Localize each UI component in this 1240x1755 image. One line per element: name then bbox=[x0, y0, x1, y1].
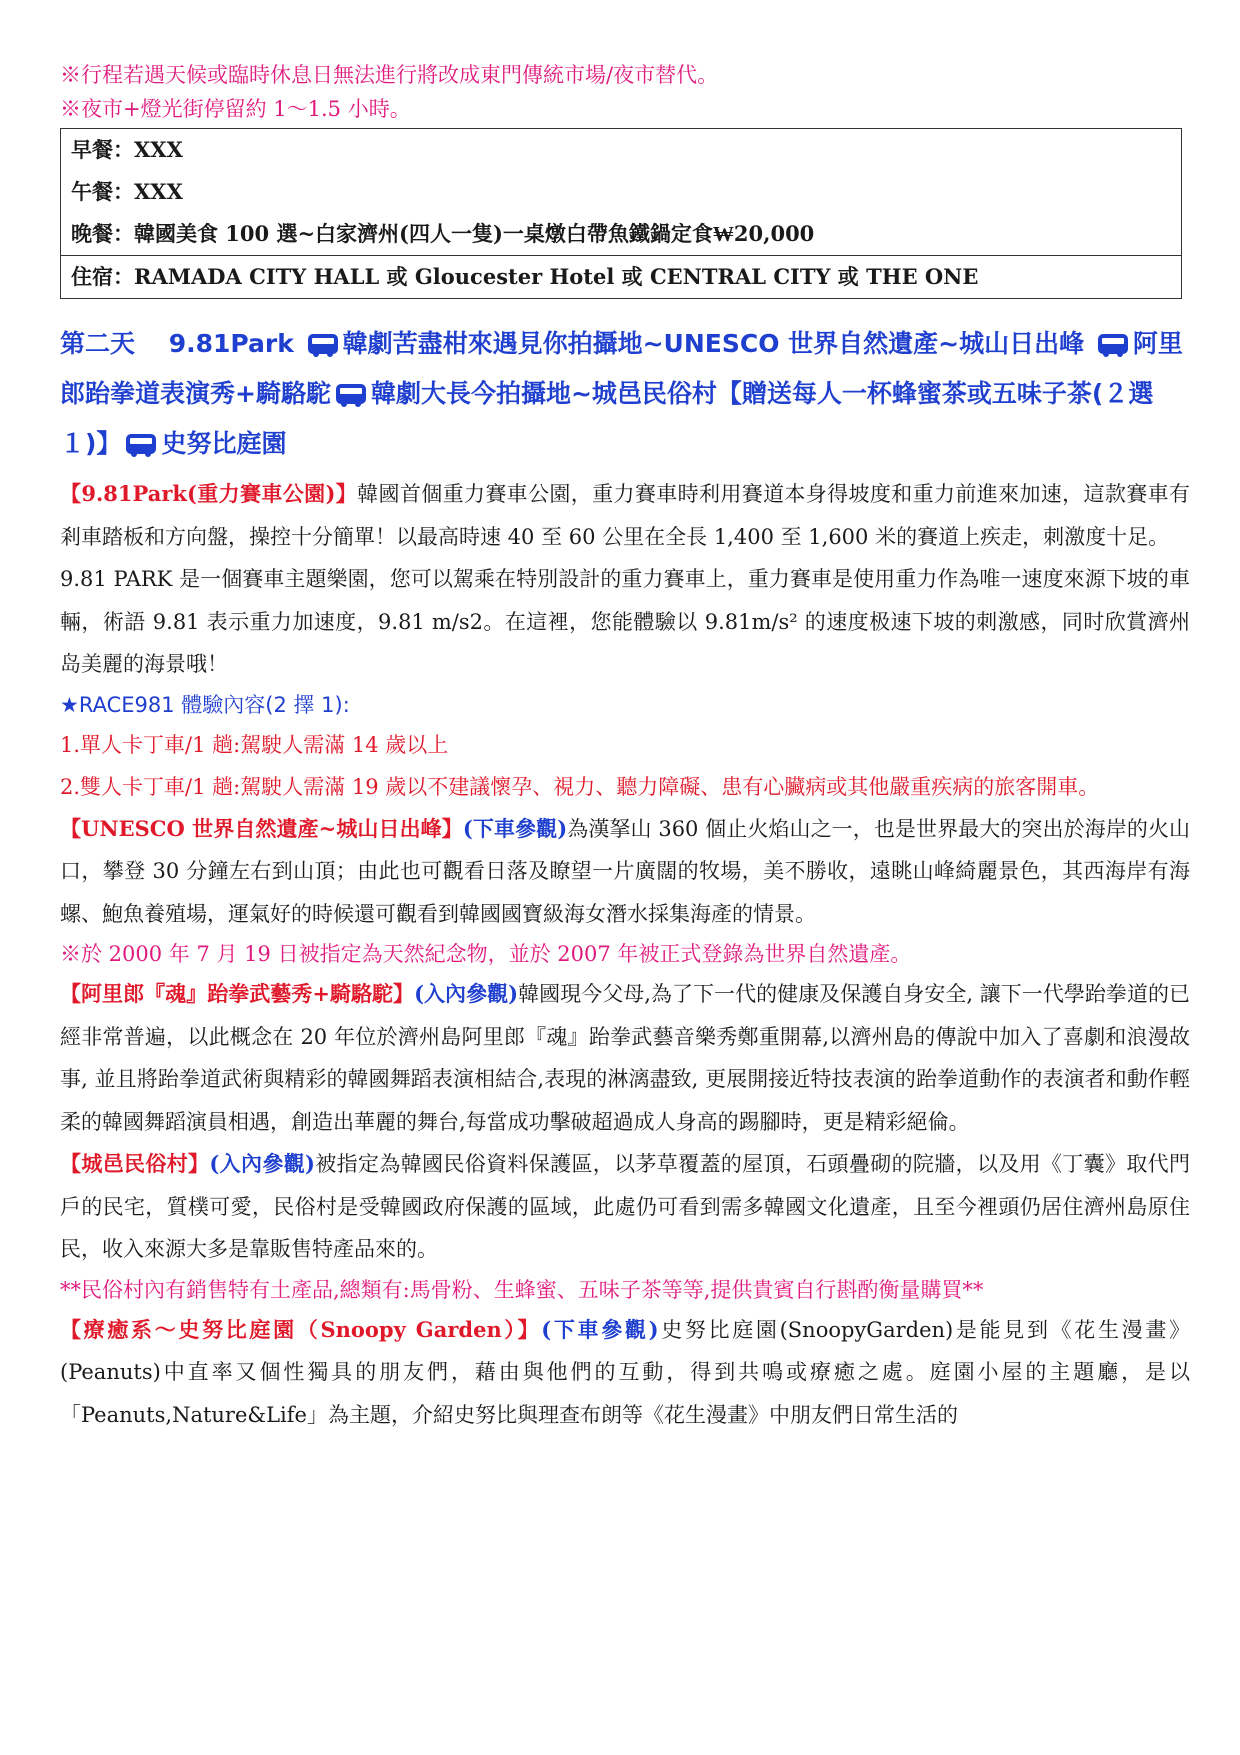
day2-seg2: 阿里郎跆拳道表演秀+騎駱駝 bbox=[60, 329, 1183, 408]
unesco-paragraph bbox=[60, 808, 1190, 936]
hotel-row: 住宿：RAMADA CITY HALL 或 Gloucester Hotel 或 CENTRAL CITY 或 THE ONE bbox=[61, 255, 1181, 298]
village-title: 【城邑民俗村】 bbox=[60, 1151, 210, 1176]
day2-seg3: 韓劇大長今拍攝地~城邑民俗村【贈送每人一杯蜂蜜茶或五味子茶(２選１)】 bbox=[60, 379, 1154, 458]
bus-icon bbox=[126, 434, 156, 454]
arirang-title: 【阿里郎『魂』跆拳武藝秀+騎駱駝】 bbox=[60, 981, 415, 1006]
village-paragraph bbox=[60, 1143, 1190, 1271]
day2-heading bbox=[60, 319, 1190, 469]
itinerary-page bbox=[60, 58, 1190, 1436]
park-paragraph bbox=[60, 473, 1190, 558]
weather-note: ※行程若遇天候或臨時休息日無法進行將改成東門傳統市場/夜市替代。 bbox=[60, 63, 719, 87]
race-item: 2.雙人卡丁車/1 趟:駕駛人需滿 19 歲以不建議懷孕、視力、聽力障礙、患有心臟病或其他嚴重疾病的旅客開車。 bbox=[60, 774, 1100, 799]
meals-table bbox=[60, 128, 1182, 299]
park-paragraph-2: 9.81 PARK 是一個賽車主題樂園，您可以駕乘在特別設計的重力賽車上，重力賽車是使用重力作為唯一速度來源下坡的車輛，術語 9.81 表示重力加速度，9.81 m/s2。在這裡，您能體驗以 9.81m/s² 的速度极速下坡的刺激感，同时欣賞濟州岛美麗的海景哦！ bbox=[60, 567, 1190, 676]
breakfast-row: 早餐：XXX bbox=[71, 137, 183, 162]
day2-seg4: 史努比庭園 bbox=[161, 429, 287, 458]
snoopy-tag: (下車參觀) bbox=[541, 1316, 659, 1342]
village-tag: (入內參觀) bbox=[209, 1151, 315, 1176]
bus-icon bbox=[1098, 334, 1128, 354]
arirang-tag: (入內參觀) bbox=[414, 981, 519, 1006]
dinner-row: 晚餐：韓國美食 100 選~白家濟州(四人一隻)一桌燉白帶魚鐵鍋定食₩20,000 bbox=[71, 221, 815, 246]
night-market-note: ※夜市+燈光街停留約 1～1.5 小時。 bbox=[60, 97, 411, 121]
race-title: ★RACE981 體驗內容(2 擇 1): bbox=[60, 692, 350, 717]
unesco-tag: (下車參觀) bbox=[462, 815, 568, 841]
day2-prefix: 第二天 9.81Park bbox=[60, 329, 294, 358]
arirang-text: 韓國現今父母,為了下一代的健康及保護自身安全, 讓下一代學跆拳道的已經非常普遍，以此概念在 20 年位於濟州島阿里郎『魂』跆拳武藝音樂秀鄭重開幕,以濟州島的傳說中加入了喜劇和浪漫故事, 並且將跆拳道武術與精彩的韓國舞蹈表演相結合,表現的淋漓盡致, 更展開接近特技表演的跆拳道動作的表演者和動作輕柔的韓國舞蹈演員相遇，創造出華麗的舞台,每當成功擊破超過成人身高的踢腳時，更是精彩絕倫。 bbox=[60, 982, 1190, 1134]
village-note: **民俗村內有銷售特有土產品,總類有:馬骨粉、生蜂蜜、五味子茶等等,提供貴賓自行斟酌衡量購買** bbox=[60, 1277, 984, 1302]
unesco-text: 為漢拏山 360 個止火焰山之一，也是世界最大的突出於海岸的火山口，攀登 30 分鐘左右到山頂；由此也可觀看日落及瞭望一片廣闊的牧場，美不勝收，遠眺山峰綺麗景色，其西海岸有海螺、鮑魚養殖場，運氣好的時候還可觀看到韓國國寶級海女潛水採集海產的情景。 bbox=[60, 816, 1191, 926]
lunch-row: 午餐：XXX bbox=[71, 179, 183, 204]
arirang-paragraph bbox=[60, 973, 1190, 1143]
snoopy-paragraph bbox=[60, 1309, 1190, 1437]
park-title: 【9.81Park(重力賽車公園)】 bbox=[60, 481, 358, 506]
bus-icon bbox=[336, 384, 366, 404]
unesco-note: ※於 2000 年 7 月 19 日被指定為天然紀念物，並於 2007 年被正式登錄為世界自然遺產。 bbox=[60, 942, 912, 966]
snoopy-title: 【療癒系～史努比庭園（Snoopy Garden）】 bbox=[60, 1316, 542, 1342]
village-text: 被指定為韓國民俗資料保護區，以茅草覆蓋的屋頂，石頭疊砌的院牆，以及用《丁囊》取代門戶的民宅，質樸可愛，民俗村是受韓國政府保護的區域，此處仍可看到需多韓國文化遺產，且至今裡頭仍居住濟州島原住民，收入來源大多是靠販售特產品來的。 bbox=[60, 1152, 1191, 1261]
snoopy-text: 史努比庭園(SnoopyGarden)是能見到《花生漫畫》(Peanuts)中直率又個性獨具的朋友們，藉由與他們的互動，得到共鳴或療癒之處。庭園小屋的主題廳，是以「Peanuts,Nature&Life」為主題，介紹史努比與理查布朗等《花生漫畫》中朋友們日常生活的 bbox=[60, 1317, 1191, 1427]
park-text: 韓國首個重力賽車公園，重力賽車時利用賽道本身得坡度和重力前進來加速，這款賽車有剎車踏板和方向盤，操控十分簡單！以最高時速 40 至 60 公里在全長 1,400 至 1,600 米的賽道上疾走，刺激度十足。 bbox=[60, 482, 1191, 549]
bus-icon bbox=[308, 334, 338, 354]
unesco-title: 【UNESCO 世界自然遺產~城山日出峰】 bbox=[60, 815, 463, 841]
race-item: 1.單人卡丁車/1 趟:駕駛人需滿 14 歲以上 bbox=[60, 732, 449, 757]
day2-seg1: 韓劇苦盡柑來遇見你拍攝地~UNESCO 世界自然遺產~城山日出峰 bbox=[342, 329, 1085, 358]
